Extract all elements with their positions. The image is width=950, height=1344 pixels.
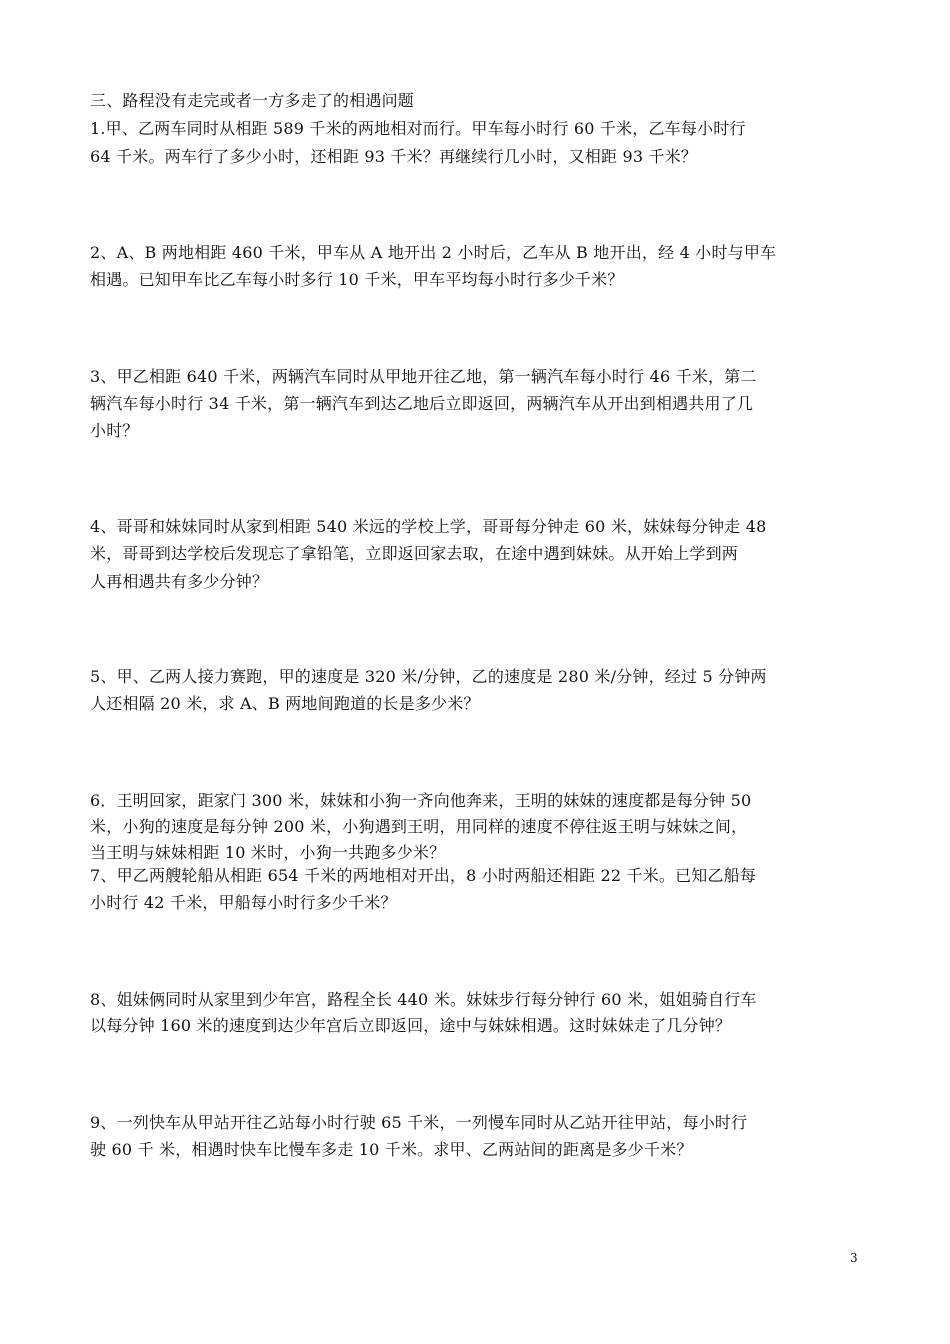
problem-5-line-2: 人还相隔 20 米，求 A、B 两地间跑道的长是多少米？	[90, 694, 480, 713]
problem-2-line-2: 相遇。已知甲车比乙车每小时多行 10 千米，甲车平均每小时行多少千米？	[90, 270, 624, 289]
problem-9-line-1: 9、一列快车从甲站开往乙站每小时行驶 65 千米，一列慢车同时从乙站开往甲站，每小时行	[90, 1113, 748, 1132]
problem-6-line-1: 6．王明回家，距家门 300 米，妹妹和小狗一齐向他奔来，王明的妹妹的速度都是每分钟 50	[90, 791, 752, 810]
section-title: 三、路程没有走完或者一方多走了的相遇问题	[90, 91, 415, 110]
problem-6-line-3: 当王明与妹妹相距 10 米时，小狗一共跑多少米？	[90, 843, 446, 862]
problem-1-line-1: 1.甲、乙两车同时从相距 589 千米的两地相对而行。甲车每小时行 60 千米，乙车每小时行	[90, 119, 746, 138]
problem-7-line-1: 7、甲乙两艘轮船从相距 654 千米的两地相对开出，8 小时两船还相距 22 千米。已知乙船每	[90, 866, 757, 885]
problem-3-line-1: 3、甲乙相距 640 千米，两辆汽车同时从甲地开往乙地，第一辆汽车每小时行 46 千米，第二	[90, 367, 757, 386]
page-number: 3	[850, 1251, 858, 1265]
problem-9-line-2: 驶 60 千 米，相遇时快车比慢车多走 10 千米。求甲、乙两站间的距离是多少千米？	[90, 1140, 693, 1159]
problem-7-line-2: 小时行 42 千米，甲船每小时行多少千米？	[90, 893, 397, 912]
problem-5-line-1: 5、甲、乙两人接力赛跑，甲的速度是 320 米/分钟，乙的速度是 280 米/分钟，经过 5 分钟两	[90, 667, 767, 686]
problem-4-line-3: 人再相遇共有多少分钟？	[90, 572, 269, 591]
problem-8-line-1: 8、姐妹俩同时从家里到少年宫，路程全长 440 米。妹妹步行每分钟行 60 米，姐姐骑自行车	[90, 990, 757, 1009]
problem-8-line-2: 以每分钟 160 米的速度到达少年宫后立即返回，途中与妹妹相遇。这时妹妹走了几分钟？	[90, 1016, 732, 1035]
problem-4-line-1: 4、哥哥和妹妹同时从家到相距 540 米远的学校上学，哥哥每分钟走 60 米，妹妹每分钟走 48	[90, 517, 767, 536]
problem-3-line-3: 小时？	[90, 421, 139, 440]
problem-2-line-1: 2、A、B 两地相距 460 千米，甲车从 A 地开出 2 小时后，乙车从 B 地开出，经 4 小时与甲车	[90, 243, 777, 262]
problem-3-line-2: 辆汽车每小时行 34 千米，第一辆汽车到达乙地后立即返回，两辆汽车从开出到相遇共用了几	[90, 394, 754, 413]
problem-1-line-2: 64 千米。两车行了多少小时，还相距 93 千米？再继续行几小时，又相距 93 千米？	[90, 147, 698, 166]
problem-4-line-2: 米，哥哥到达学校后发现忘了拿铅笔，立即返回家去取，在途中遇到妹妹。从开始上学到两	[90, 544, 739, 563]
problem-6-line-2: 米，小狗的速度是每分钟 200 米，小狗遇到王明，用同样的速度不停往返王明与妹妹之间，	[90, 817, 748, 836]
